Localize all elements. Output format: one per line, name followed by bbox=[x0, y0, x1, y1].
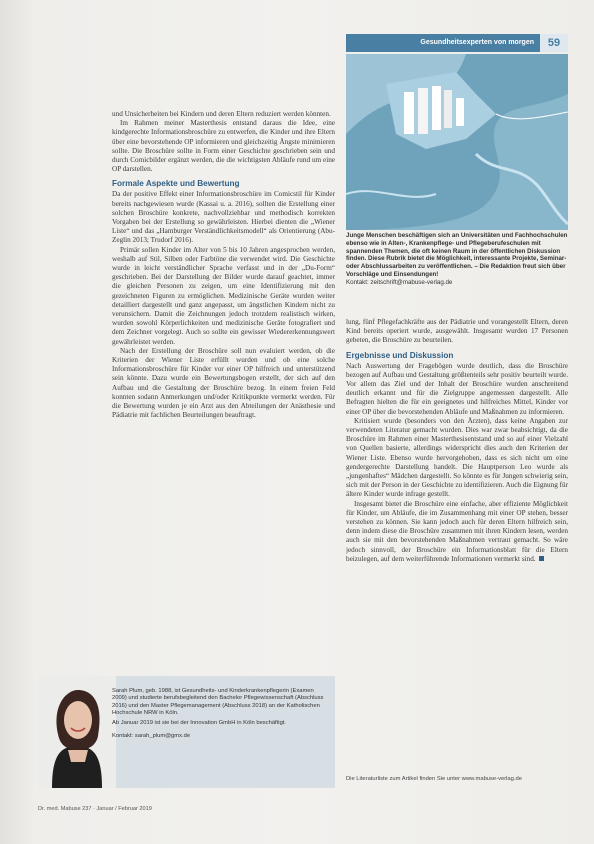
section-header bbox=[346, 34, 568, 52]
author-photo bbox=[38, 676, 116, 788]
author-bio-text: Sarah Plum, geb. 1988, ist Gesundheits- und Kinderkrankenpflegerin (Examen 2009) und studierte berufsbegleitend den Bachelor Pflegewissenschaft (Abschluss 2016) und den Master Pflegemanagement (Abschluss 2018) an der Katholischen Hochschule NRW in Köln. bbox=[112, 688, 324, 717]
paragraph: Kritisiert wurde (besonders von den Ärzten), dass keine Angaben zur verwendeten Literatur gemacht wurden. Dies war zwar beabsichtigt, da die Broschüre im Rahmen einer Masterthesisentstand und so auf einer Vielzahl von Quellen basierte, allerdings widerspricht dies auch den Kriterien der Wiener Liste. Ebenso wurde hervorgehoben, dass es sich nicht um eine gendergerechte Darstellung handelt. Die Hauptperson Leo wurde als „jungenhaftes“ Mädchen dargestellt. So könnte es für Jungen schwierig sein, sich mit der Person in der Geschichte zu identifizieren. Auch die Eignung für ältere Kinder wurde infrage gestellt. bbox=[346, 416, 568, 499]
paragraph: Primär sollen Kinder im Alter von 5 bis 10 Jahren angesprochen werden, weshalb auf Stil, Silben oder Farbtöne die verwendet wird. Die Geschichte wurde in leicht verständlicher Sprache verfasst und in der „Du-Form“ geschrieben. Bei der Darstellung der Bilder wurde darauf geachtet, immer die gleichen Personen zu zeigen, um eine Identifizierung mit den gezeichneten Figuren zu ermöglichen. Medizinische Geräte wurden weiter detailliert dargestellt und ganz angepasst, um ängstlichen Kindern nicht zu verunsichern. Damit die Zeichnungen jedoch trotzdem realistisch wirken, wurden sowohl Körperlichkeiten und medizinische Geräte fotografiert und dem Zeichner vorgelegt. Auch so sollte ein gewisser Wiedererkennungswert gewährleistet werden. bbox=[112, 245, 335, 346]
aerial-photo bbox=[346, 54, 568, 230]
author-bio-text-2: Ab Januar 2019 ist sie bei der Innovation GmbH in Köln beschäftigt. bbox=[112, 719, 287, 726]
aerial-harbor-image bbox=[346, 54, 568, 230]
literature-note: Die Literaturliste zum Artikel finden Sie unter www.mabuse-verlag.de bbox=[346, 776, 522, 782]
paragraph: Da der positive Effekt einer Informationsbroschüre im Comicstil für Kinder bereits nachgewiesen wurde (Kassai u. a. 2016), sollten die Erstellung einer solchen Broschüre konkrete, nachvollziehbar und methodisch korrekten Vorgaben bei der Erstellung so gewährleisten. Hierbei dienten die „Wiener Liste“ und das „Hamburger Verständlichkeitsmodell“ als Orientierung (Abu-Zeglin 2013; Trudorf 2016). bbox=[112, 190, 335, 245]
author-bio bbox=[112, 688, 330, 742]
caption-contact: Kontakt: zeitschrift@mabuse-verlag.de bbox=[346, 278, 453, 286]
paragraph-text: Insgesamt bietet die Broschüre eine einfache, aber effiziente Möglichkeit für Kinder, um Abläufe, die im Zusammenhang mit einer OP stehen, besser verstehen zu können. Sie kann jedoch auch für deren Eltern hilfreich sein, denn indem diese die Broschüre zusammen mit ihren Kindern lesen, werden auch sie mit den bevorstehenden Maßnahmen vertraut gemacht. So wäre jedoch sinnvoll, der Broschüre ein Informationsblatt für die Eltern beizulegen, auf dem weiterführende Informationen vermerkt sind. bbox=[346, 499, 568, 563]
section-heading: Ergebnisse und Diskussion bbox=[346, 350, 454, 360]
page-footer: Dr. med. Mabuse 237 · Januar / Februar 2019 bbox=[38, 806, 152, 812]
page-number: 59 bbox=[540, 34, 568, 52]
author-email: Kontakt: sarah_plum@gmx.de bbox=[112, 733, 191, 740]
section-title: Gesundheitsexperten von morgen bbox=[420, 39, 534, 46]
article-column-left bbox=[112, 110, 335, 676]
caption-text: Junge Menschen beschäftigen sich an Universitäten und Fachhochschulen ebenso wie in Alten-, Krankenpflege- und Pflegeberufeschulen mit spannenden Themen, die oft keinen Raum in der öffentlichen Diskussion finden. Diese Rubrik bietet die Möglichkeit, interessante Projekte, Seminar- oder Abschlussarbeiten zu veröffentlichen. – Die Redaktion freut sich über Vorschläge und Einsendungen! bbox=[346, 232, 568, 278]
section-heading: Formale Aspekte und Bewertung bbox=[112, 179, 240, 189]
paragraph: und Unsicherheiten bei Kindern und deren Eltern reduziert werden könnten. bbox=[112, 110, 331, 118]
author-portrait-image bbox=[38, 676, 116, 788]
paragraph: lung, fünf Pflegefachkräfte aus der Pädiatrie und vorangestellt Eltern, deren Kind bereits operiert wurde, ausgewählt. Insgesamt wurden 17 Personen gebeten, die Broschüre zu beurteilen. bbox=[346, 318, 568, 345]
photo-caption bbox=[346, 232, 568, 287]
end-of-article-mark bbox=[539, 556, 544, 561]
paragraph: Im Rahmen meiner Masterthesis entstand daraus die Idee, eine kindgerechte Informationsbroschüre zu entwerfen, die Kinder und ihre Eltern über eine bevorstehende OP informieren und gleichzeitig Ängste minimieren sollte. Die Broschüre sollte in Form einer Geschichte geschrieben sein und durch Comicbilder ergänzt werden, die die wichtigsten Abläufe rund um eine OP darstellen. bbox=[112, 119, 335, 174]
paragraph bbox=[346, 500, 568, 564]
article-column-right bbox=[346, 318, 568, 784]
paragraph: Nach Auswertung der Fragebögen wurde deutlich, dass die Broschüre bezogen auf Aufbau und Gestaltung größtenteils sehr positiv beurteilt wurde. Vor allem das Ziel und der Inhalt der Broschüre wurden anschreitend deutlich erkannt und für die Zielgruppe angemessen dargestellt. Alle Befragten hielten die für ein geeignetes und hilfreiches Mittel, Kinder vor einer OP über die bevorstehenden Abläufe und Maßnahmen zu informieren. bbox=[346, 361, 568, 416]
paragraph: Nach der Erstellung der Broschüre soll nun evaluiert werden, ob die Kriterien der Wiener Liste erfüllt wurden und ob eine solche Informationsbroschüre für Kinder vor einer OP hilfreich und unterstützend sein könnte. Dazu wurde ein Bewertungsbogen erstellt, der sich auf den Aufbau und die Gestaltung der Broschüre bezog. In einem freien Feld konnten sodann Anmerkungen und/oder Kritikpunkte vermerkt werden. Für die Bewertung wurden je ein Arzt aus den Abteilungen der Anästhesie und Pädiatrie mit fachlichen Beurteilungen beauftragt. bbox=[112, 346, 335, 420]
author-box bbox=[38, 676, 335, 788]
